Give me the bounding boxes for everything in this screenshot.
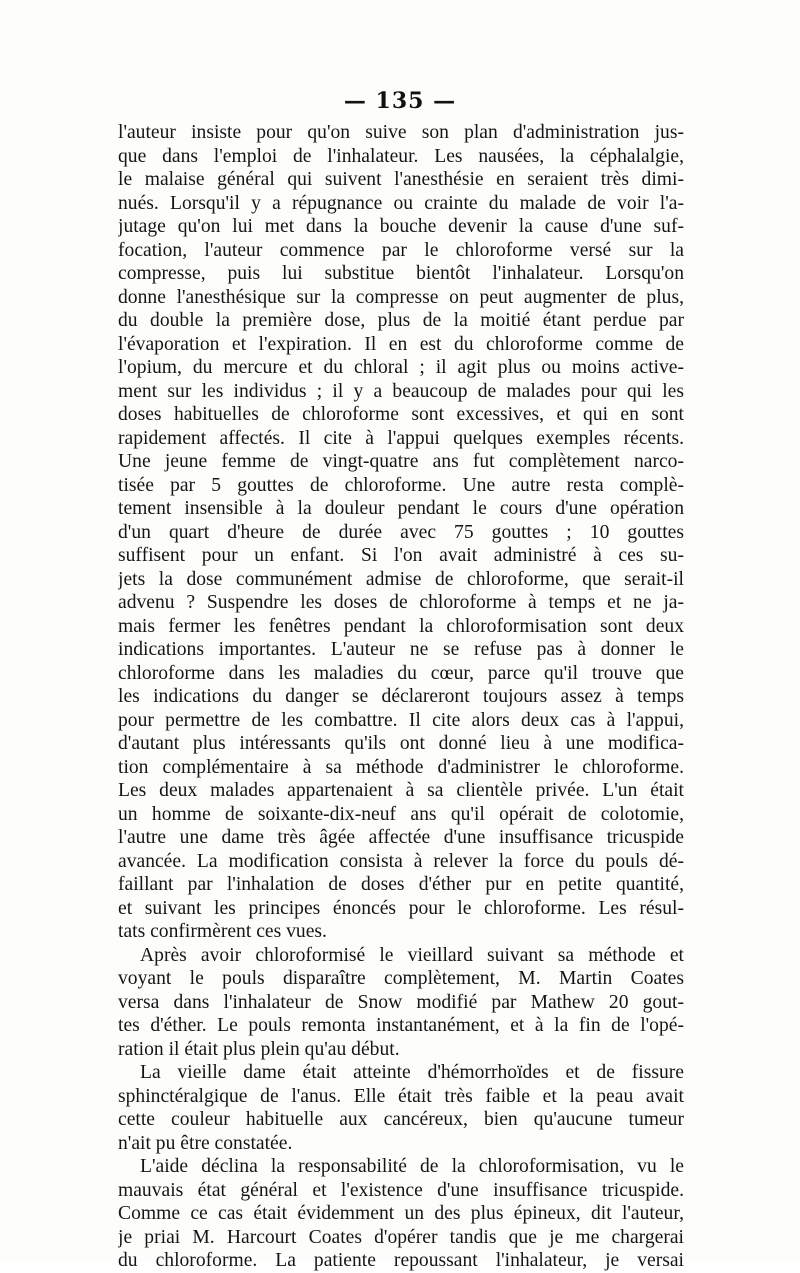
text-line: faillant par l'inhalation de doses d'éther pur en petite quantité,	[118, 874, 684, 895]
text-line: Comme ce cas était évidemment un des plus épineux, dit l'auteur,	[118, 1203, 684, 1224]
text-line: rapidement affectés. Il cite à l'appui quelques exemples récents.	[118, 427, 684, 449]
text-line: ment sur les individus ; il y a beaucoup de malades pour qui les	[118, 380, 684, 402]
paragraph	[118, 944, 684, 1062]
text-line: ration il était plus plein qu'au début.	[118, 1038, 400, 1060]
text-line: Les deux malades appartenaient à sa clientèle privée. L'un était	[118, 780, 684, 801]
paragraph	[118, 1155, 684, 1273]
text-line: tement insensible à la douleur pendant le cours d'une opération	[118, 498, 684, 519]
text-line: mauvais état général et l'existence d'une insuffisance tricuspide.	[118, 1179, 684, 1201]
text-line: l'évaporation et l'expiration. Il en est du chloroforme comme de	[118, 333, 684, 355]
text-line: d'un quart d'heure de durée avec 75 gouttes ; 10 gouttes	[118, 521, 684, 543]
text-line: tats confirmèrent ces vues.	[118, 921, 327, 942]
text-line: avancée. La modification consista à relever la force du pouls dé-	[118, 850, 684, 872]
text-line: tion complémentaire à sa méthode d'administrer le chloroforme.	[118, 756, 684, 778]
text-line: l'opium, du mercure et du chloral ; il agit plus ou moins active-	[118, 357, 684, 378]
body-text	[118, 121, 684, 1273]
text-line: jutage qu'on lui met dans la bouche devenir la cause d'une suf-	[118, 216, 684, 237]
text-line: l'auteur insiste pour qu'on suive son plan d'administration jus-	[118, 122, 684, 143]
text-line: sphinctéralgique de l'anus. Elle était très faible et la peau avait	[118, 1085, 684, 1107]
text-line: nués. Lorsqu'il y a répugnance ou crainte du malade de voir l'a-	[118, 192, 684, 214]
text-line: que dans l'emploi de l'inhalateur. Les nausées, la céphalalgie,	[118, 145, 684, 167]
text-line: voyant le pouls disparaître complètement, M. Martin Coates	[118, 968, 684, 989]
text-line: focation, l'auteur commence par le chloroforme versé sur la	[118, 239, 684, 261]
text-line: suffisent pour un enfant. Si l'on avait administré à ces su-	[118, 545, 684, 566]
text-line: je priai M. Harcourt Coates d'opérer tandis que je me chargerai	[118, 1226, 684, 1248]
text-line: Une jeune femme de vingt-quatre ans fut complètement narco-	[118, 451, 684, 472]
text-line: La vieille dame était atteinte d'hémorrhoïdes et de fissure	[140, 1062, 684, 1083]
text-line: tisée par 5 gouttes de chloroforme. Une autre resta complè-	[118, 474, 684, 496]
text-line: jets la dose communément admise de chloroforme, que serait-il	[118, 568, 684, 590]
text-line: compresse, puis lui substitue bientôt l'inhalateur. Lorsqu'on	[118, 263, 684, 284]
text-line: les indications du danger se déclareront toujours assez à temps	[118, 686, 684, 707]
text-line: mais fermer les fenêtres pendant la chloroformisation sont deux	[118, 615, 684, 637]
text-line: versa dans l'inhalateur de Snow modifié par Mathew 20 gout-	[118, 991, 684, 1013]
text-line: L'aide déclina la responsabilité de la chloroformisation, vu le	[140, 1156, 684, 1177]
text-line: tes d'éther. Le pouls remonta instantanément, et à la fin de l'opé-	[118, 1015, 684, 1036]
text-line: pour permettre de les combattre. Il cite alors deux cas à l'appui,	[118, 709, 684, 731]
text-line: Après avoir chloroformisé le vieillard suivant sa méthode et	[140, 944, 684, 966]
text-line: un homme de soixante-dix-neuf ans qu'il opérait de colotomie,	[118, 803, 684, 825]
text-line: doses habituelles de chloroforme sont excessives, et qui en sont	[118, 404, 684, 425]
page-number: — 135 —	[343, 88, 457, 114]
text-line: donne l'anesthésique sur la compresse on peut augmenter de plus,	[118, 286, 684, 308]
text-line: advenu ? Suspendre les doses de chloroforme à temps et ne ja-	[118, 592, 684, 613]
paragraph	[118, 1061, 684, 1155]
text-line: du double la première dose, plus de la moitié étant perdue par	[118, 310, 684, 331]
text-line: cette couleur habituelle aux cancéreux, bien qu'aucune tumeur	[118, 1109, 684, 1130]
text-line: n'ait pu être constatée.	[118, 1132, 293, 1154]
text-line: et suivant les principes énoncés pour le chloroforme. Les résul-	[118, 897, 684, 919]
text-line: du chloroforme. La patiente repoussant l'inhalateur, je versai	[118, 1250, 684, 1271]
text-line: l'autre une dame très âgée affectée d'une insuffisance tricuspide	[118, 827, 684, 848]
text-line: indications importantes. L'auteur ne se refuse pas à donner le	[118, 639, 684, 660]
paragraph	[118, 121, 684, 944]
text-line: d'autant plus intéressants qu'ils ont donné lieu à une modifica-	[118, 733, 684, 754]
text-line: le malaise général qui suivent l'anesthésie en seraient très dimi-	[118, 169, 684, 190]
text-line: chloroforme dans les maladies du cœur, parce qu'il trouve que	[118, 662, 684, 684]
